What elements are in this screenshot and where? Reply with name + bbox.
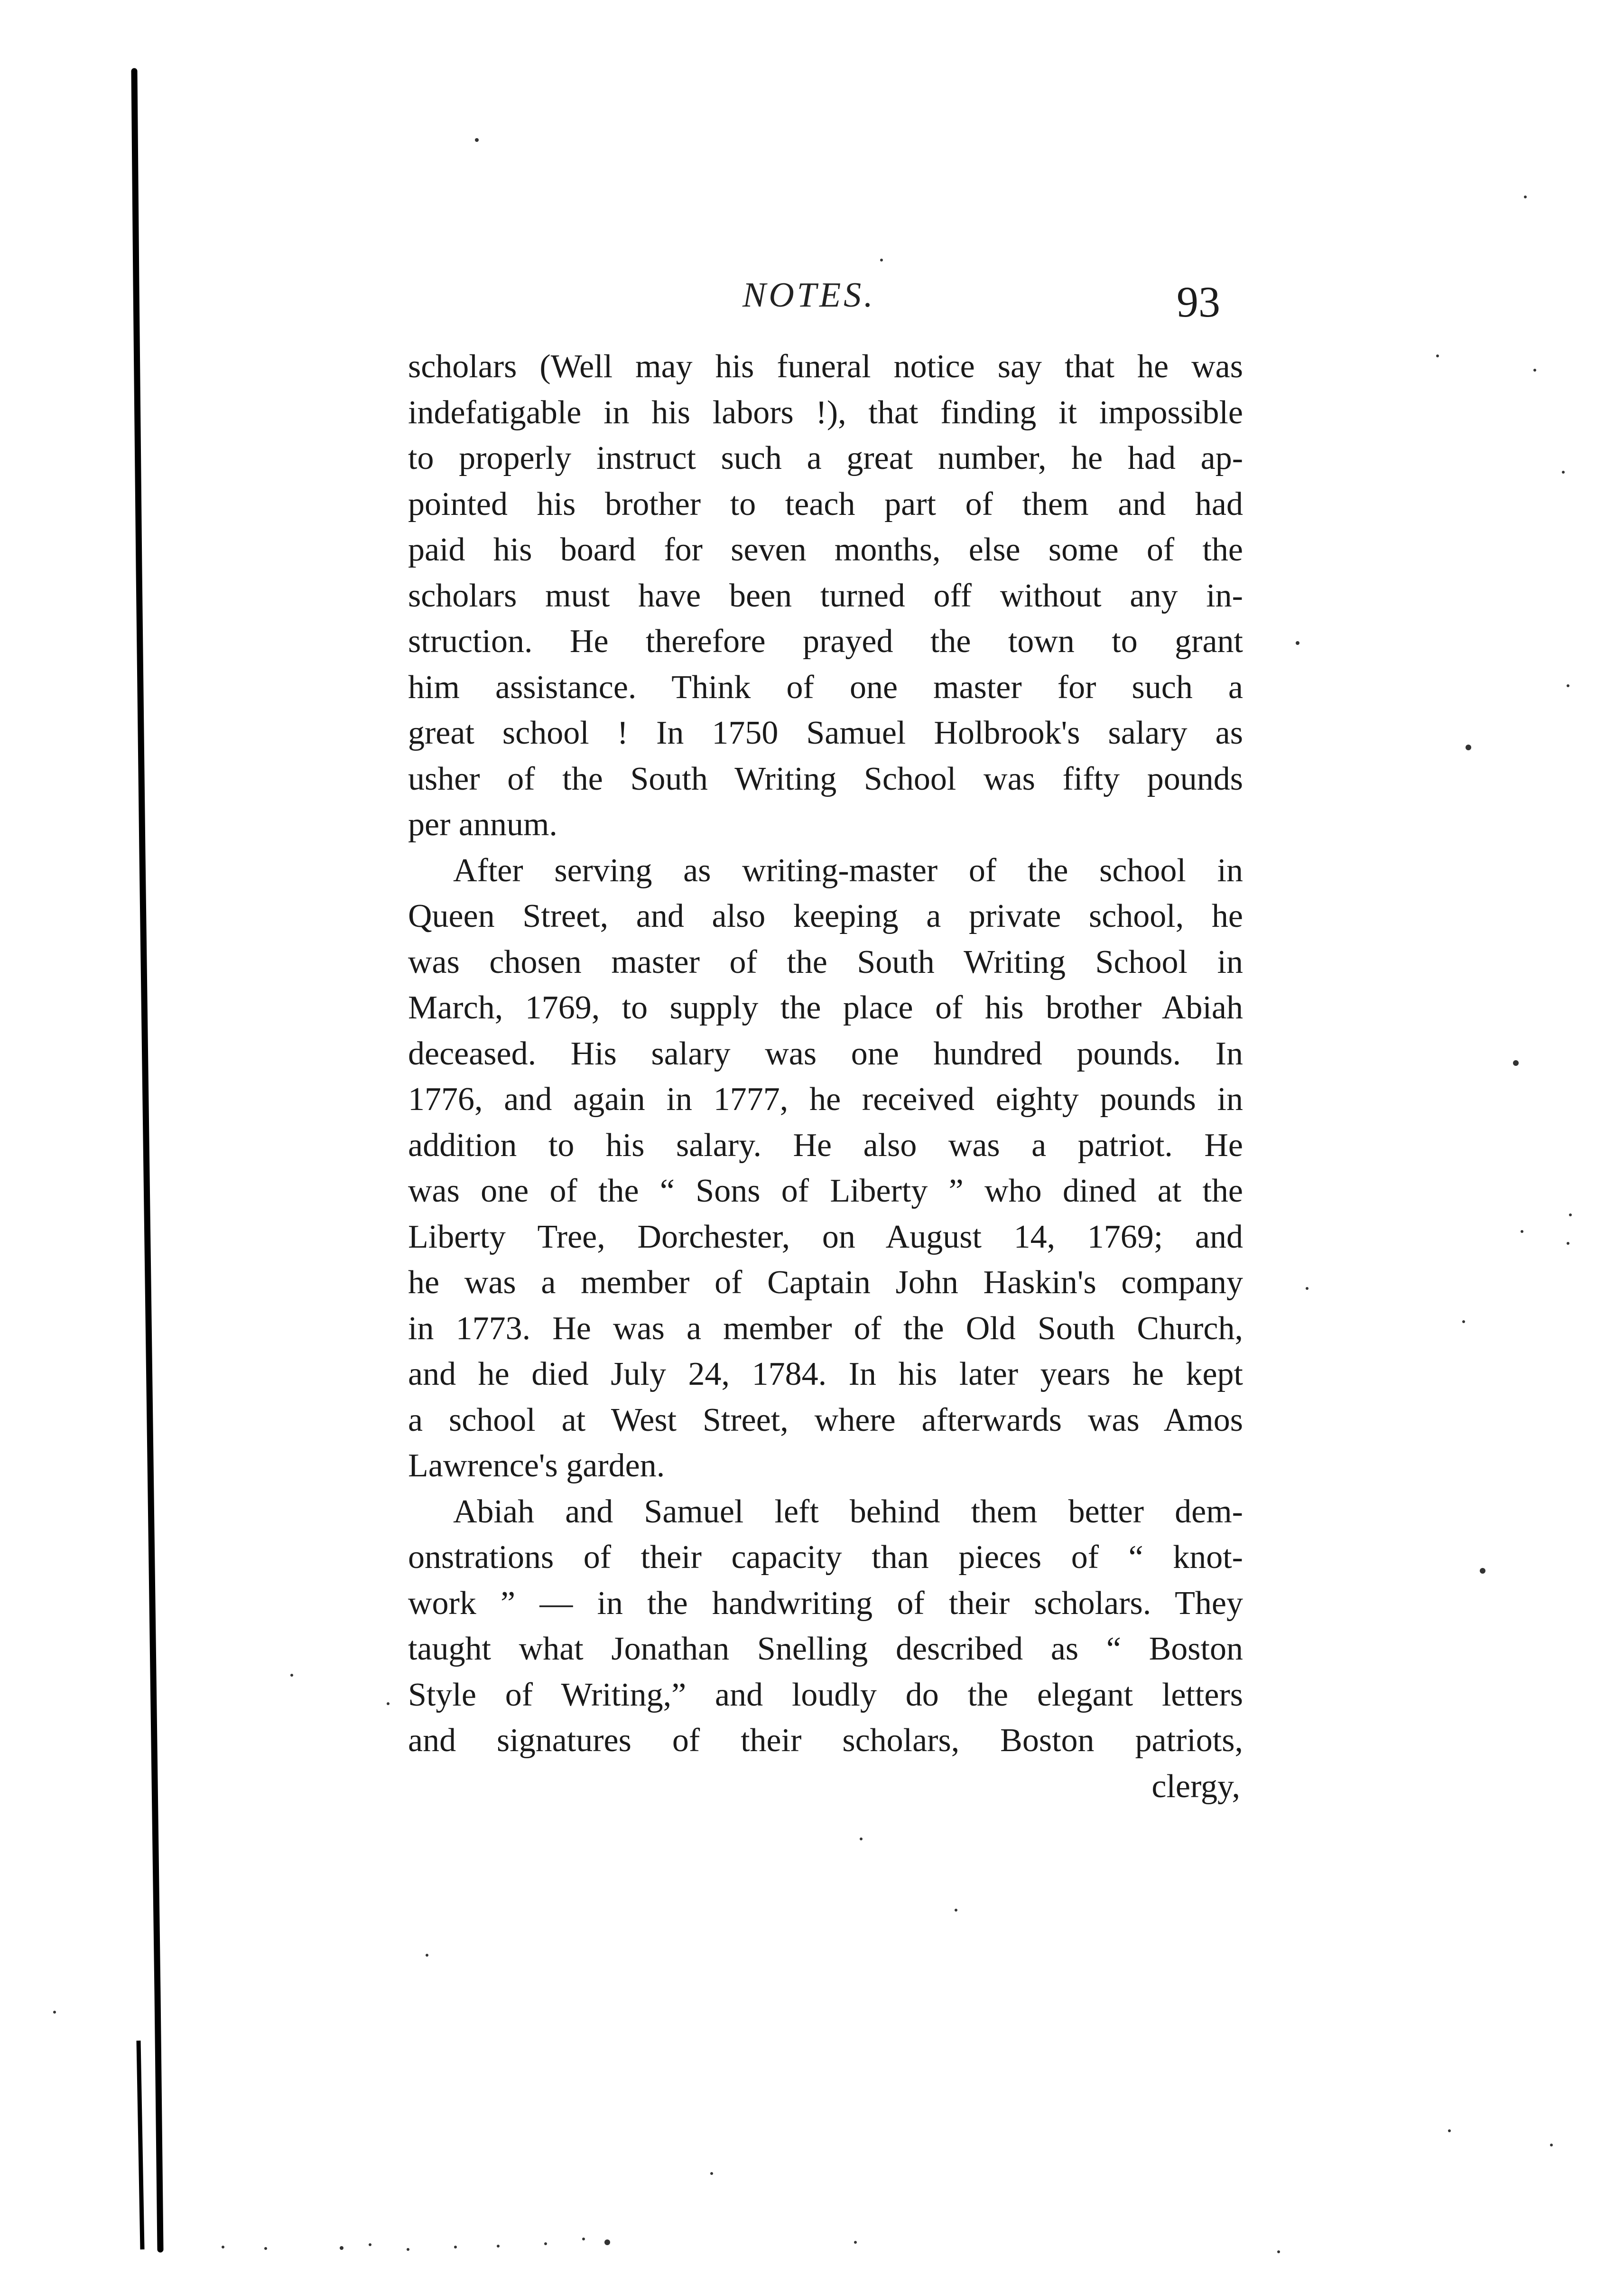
paragraph [408,848,1243,1489]
text-line: struction. He therefore prayed the town to grant [408,623,1243,660]
text-line: to properly instruct such a great number, he had ap- [408,440,1243,476]
text-line: paid his board for seven months, else some of the [408,532,1243,568]
text-line: deceased. His salary was one hundred pounds. In [408,1035,1243,1072]
text-line: him assistance. Think of one master for such a [408,669,1243,706]
text-line: onstrations of their capacity than pieces of “ knot- [408,1539,1243,1576]
text-line: great school ! In 1750 Samuel Holbrook's salary as [408,715,1243,751]
text-line: scholars (Well may his funeral notice say that he was [408,348,1243,385]
text-line: 1776, and again in 1777, he received eighty pounds in [408,1081,1243,1118]
text-line: he was a member of Captain John Haskin's company [408,1264,1243,1301]
text-line: addition to his salary. He also was a patriot. He [408,1127,1243,1164]
page-number: 93 [1177,278,1220,326]
catchword: clergy, [1151,1768,1240,1805]
text-line: and signatures of their scholars, Boston patriots, [408,1722,1243,1759]
text-line: Liberty Tree, Dorchester, on August 14, 1769; and [408,1218,1243,1255]
text-line: scholars must have been turned off without any in- [408,577,1243,614]
paragraph [408,344,1243,848]
text-line: indefatigable in his labors !), that finding it impossible [408,394,1243,431]
text-line: was chosen master of the South Writing School in [408,943,1243,980]
text-line: work ” — in the handwriting of their scholars. They [408,1585,1243,1622]
paragraph [408,1489,1243,1764]
text-line: was one of the “ Sons of Liberty ” who dined at the [408,1173,1243,1209]
text-line: Queen Street, and also keeping a private school, he [408,898,1243,934]
body-text [408,344,1243,1810]
text-line: and he died July 24, 1784. In his later years he kept [408,1356,1243,1392]
text-line: a school at West Street, where afterwards was Amos [408,1401,1243,1438]
text-line: Style of Writing,” and loudly do the elegant letters [408,1676,1243,1713]
text-line: March, 1769, to supply the place of his brother Abiah [408,989,1243,1026]
text-line: After serving as writing-master of the school in [453,852,1243,889]
text-line: in 1773. He was a member of the Old South Church, [408,1310,1243,1347]
text-line: per annum. [408,806,557,843]
text-line: Lawrence's garden. [408,1447,665,1484]
text-line: usher of the South Writing School was fifty pounds [408,760,1243,797]
text-line: Abiah and Samuel left behind them better dem- [453,1493,1243,1530]
text-line: taught what Jonathan Snelling described as “ Boston [408,1631,1243,1667]
running-head: NOTES. [742,276,876,315]
text-line: pointed his brother to teach part of them and had [408,485,1243,522]
